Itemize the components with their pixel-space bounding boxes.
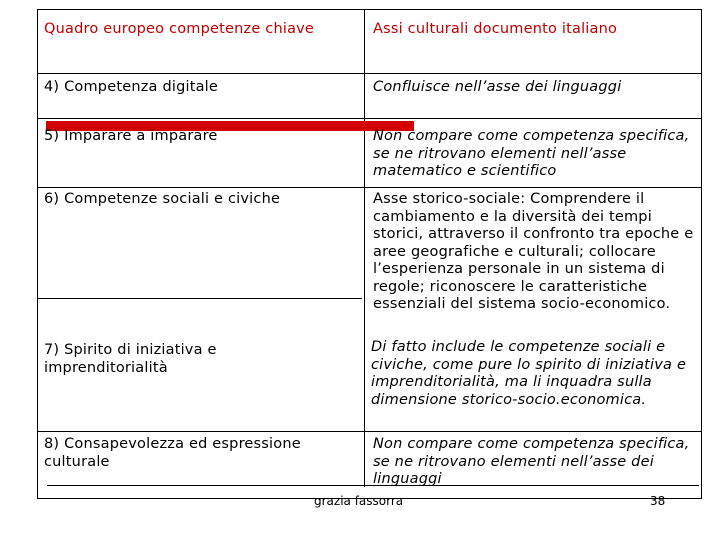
row6-competence: 6) Competenze sociali e civiche: [44, 191, 281, 207]
page-number: 38: [650, 494, 666, 508]
row5-competence: 5) Imparare a imparare: [44, 128, 218, 144]
column-divider: [364, 10, 365, 487]
row-divider: [37, 187, 702, 188]
row4-competence: 4) Competenza digitale: [44, 79, 219, 95]
header-col1: Quadro europeo competenze chiave: [44, 21, 315, 37]
row7-axis: Di fatto include le competenze sociali e civiche, come pure lo spirito di iniziativa e imprenditorialità, ma li inquadra sulla dimensione storico-socio.economica.: [371, 339, 687, 408]
row8-axis: Non compare come competenza specifica, se ne ritrovano elementi nell’asse dei linguaggi: [373, 436, 690, 487]
row5-axis: Non compare come competenza specifica, se ne ritrovano elementi nell’asse matematico e scientifico: [373, 128, 690, 179]
header-col2: Assi culturali documento italiano: [373, 21, 618, 37]
row6-axis: Asse storico-sociale: Comprendere il cambiamento e la diversità dei tempi storici, attraverso il confronto tra epoche e aree geografiche e culturali; collocare l’esperienza personale in un sistema di regole; riconoscere le caratteristiche essenziali del sistema socio-economico.: [373, 191, 694, 312]
row4-axis: Confluisce nell’asse dei linguaggi: [373, 79, 622, 95]
row-divider: [37, 431, 702, 432]
row-divider: [37, 73, 702, 74]
footer-author: grazia fassorra: [314, 494, 404, 508]
row7-competence: 7) Spirito di iniziativa e imprenditorialità: [44, 342, 217, 376]
row-divider: [37, 118, 702, 119]
row-divider-partial: [38, 298, 362, 299]
row8-competence: 8) Consapevolezza ed espressione culturale: [44, 436, 301, 470]
